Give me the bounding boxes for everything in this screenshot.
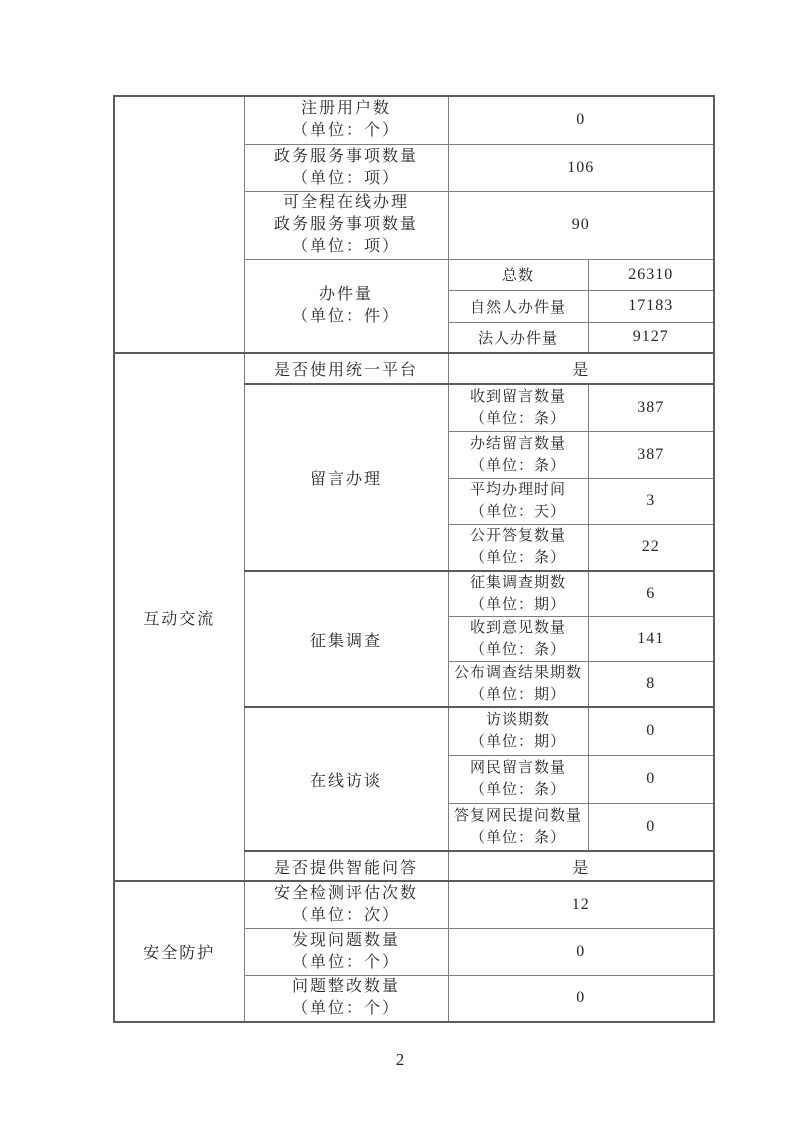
unit-label: （单位：期）: [469, 734, 566, 751]
avg-handling-time-value: 3: [588, 478, 714, 524]
problems-rectified-value: 0: [448, 975, 714, 1022]
messages-completed-value: 387: [588, 431, 714, 478]
item-label: 办结留言数量: [469, 435, 566, 452]
item-label: 征集调查期数: [469, 575, 566, 591]
page-number: 2: [395, 1050, 405, 1069]
report-table: [113, 95, 715, 1023]
security-assessments-label: [244, 881, 448, 928]
category-cell-security: 安全防护: [114, 881, 244, 1022]
public-replies-value: 22: [588, 524, 714, 571]
interview-periods-value: 0: [588, 707, 714, 755]
security-assessments-value: 12: [448, 881, 714, 928]
survey-periods-label: [448, 571, 588, 617]
item-label: 安全检测评估次数: [273, 884, 418, 902]
item-label: 问题整改数量: [291, 978, 400, 996]
problems-rectified-label: [244, 975, 448, 1022]
messages-received-label: [448, 384, 588, 431]
unit-label: （单位：条）: [469, 782, 566, 798]
smart-qa-label: 是否提供智能问答: [244, 851, 448, 881]
table-row: [114, 96, 714, 144]
smart-qa-value: 是: [448, 851, 714, 881]
message-handling-label: 留言办理: [244, 384, 448, 571]
survey-label: 征集调查: [244, 571, 448, 707]
survey-results-label: [448, 662, 588, 708]
interview-periods-label: [448, 707, 588, 755]
service-items-label: [244, 144, 448, 191]
netizen-messages-value: 0: [588, 755, 714, 803]
item-label: 访谈期数: [485, 712, 550, 729]
unified-platform-label: 是否使用统一平台: [244, 353, 448, 384]
unit-label: （单位：天）: [469, 504, 566, 520]
item-label: 政务服务事项数量: [273, 147, 418, 165]
netizen-messages-label: [448, 755, 588, 803]
problems-found-label: [244, 928, 448, 975]
unit-label: （单位：件）: [291, 307, 400, 325]
category-cell-empty: [114, 96, 244, 353]
item-label: 收到留言数量: [469, 388, 566, 405]
case-total-label: 总数: [448, 259, 588, 290]
unit-label: （单位：期）: [469, 597, 566, 613]
unit-label: （单位：次）: [291, 906, 400, 924]
unit-label: （单位：项）: [291, 169, 400, 187]
problems-found-value: 0: [448, 928, 714, 975]
opinions-received-label: [448, 617, 588, 662]
unit-label: （单位：条）: [469, 410, 566, 427]
item-label: 办件量: [318, 285, 373, 303]
interview-label: 在线访谈: [244, 707, 448, 851]
unit-label: （单位：个）: [291, 1000, 400, 1018]
survey-periods-value: 6: [588, 571, 714, 617]
messages-completed-label: [448, 431, 588, 478]
netizen-questions-answered-label: [448, 803, 588, 851]
unit-label: （单位：个）: [291, 953, 400, 971]
case-legal-person-value: 9127: [588, 322, 714, 353]
unit-label: （单位：期）: [469, 687, 566, 703]
registered-users-label: [244, 96, 448, 144]
case-natural-person-value: 17183: [588, 290, 714, 322]
case-volume-label: [244, 259, 448, 353]
unit-label: （单位：项）: [291, 238, 400, 255]
item-label: 可全程在线办理: [282, 194, 409, 211]
table-row: [114, 353, 714, 384]
service-items-value: 106: [448, 144, 714, 191]
item-label: 答复网民提问数量: [453, 807, 582, 824]
unit-label: （单位：条）: [469, 550, 566, 567]
unit-label: （单位：个）: [291, 122, 400, 140]
item-label: 收到意见数量: [469, 620, 566, 636]
unit-label: （单位：条）: [469, 457, 566, 474]
opinions-received-value: 141: [588, 617, 714, 662]
registered-users-value: 0: [448, 96, 714, 144]
table-row: [114, 881, 714, 928]
item-label: 公布调查结果期数: [453, 665, 582, 681]
item-label: 平均办理时间: [469, 482, 566, 498]
item-label: 注册用户数: [300, 100, 391, 118]
item-label: 网民留言数量: [469, 760, 566, 776]
unified-platform-value: 是: [448, 353, 714, 384]
unit-label: （单位：条）: [469, 829, 566, 846]
case-total-value: 26310: [588, 259, 714, 290]
case-natural-person-label: 自然人办件量: [448, 290, 588, 322]
item-label: 公开答复数量: [469, 528, 566, 545]
netizen-questions-answered-value: 0: [588, 803, 714, 851]
item-label: 政务服务事项数量: [273, 216, 418, 233]
full-online-items-label: [244, 191, 448, 259]
messages-received-value: 387: [588, 384, 714, 431]
public-replies-label: [448, 524, 588, 571]
case-legal-person-label: 法人办件量: [448, 322, 588, 353]
item-label: 发现问题数量: [291, 931, 400, 949]
full-online-items-value: 90: [448, 191, 714, 259]
unit-label: （单位：条）: [469, 642, 566, 658]
category-cell-interaction: 互动交流: [114, 353, 244, 881]
survey-results-value: 8: [588, 662, 714, 708]
avg-handling-time-label: [448, 478, 588, 524]
